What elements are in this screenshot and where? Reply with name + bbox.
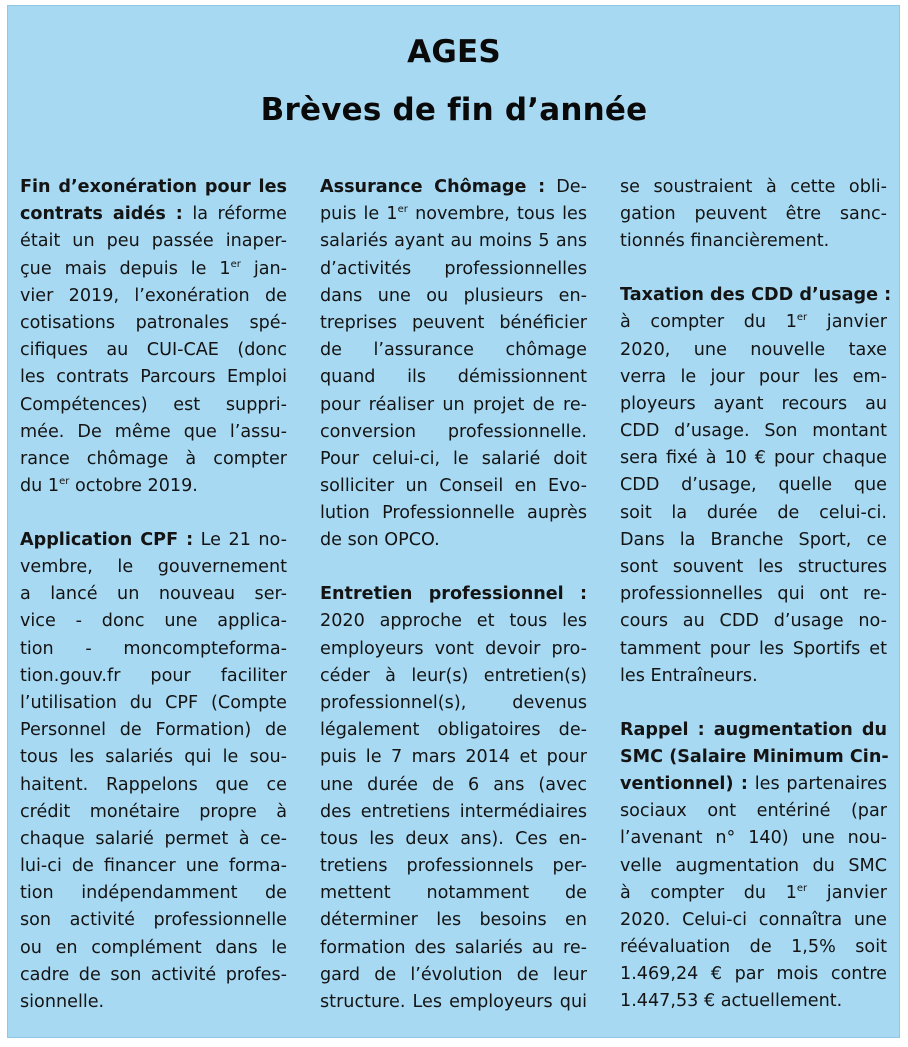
text-line	[620, 880, 887, 907]
item-text: céder à leur(s) entretien(s)	[320, 665, 587, 686]
text-line	[620, 744, 887, 771]
item-heading: Entretien professionnel :	[320, 584, 587, 605]
item-text: gation peuvent être sanc-	[620, 204, 887, 225]
text-line	[320, 256, 587, 283]
item-text: janvier	[807, 312, 887, 333]
item-text: du 1	[20, 476, 60, 497]
text-line	[620, 472, 887, 499]
page-title: AGES	[407, 34, 501, 70]
text-line	[320, 419, 587, 446]
text-line	[620, 717, 887, 744]
item-text: l’utilisation du CPF (Compte	[20, 692, 287, 713]
ordinal-superscript: er	[796, 882, 808, 894]
news-item	[620, 174, 887, 256]
text-line	[320, 907, 587, 934]
item-text: haitent. Rappelons que ce	[20, 774, 287, 795]
text-line	[320, 228, 587, 255]
text-line	[320, 962, 587, 989]
item-text: Personnel de Formation) de	[20, 720, 287, 741]
item-text: déterminer les besoins en	[320, 910, 587, 931]
item-text: les Entraîneurs.	[620, 665, 758, 686]
text-line	[320, 500, 587, 527]
item-text: a lancé un nouveau ser-	[20, 584, 287, 605]
item-text: gard de l’évolution de leur	[320, 964, 587, 985]
text-line	[20, 853, 287, 880]
item-text: 2020 approche et tous les	[320, 611, 587, 632]
text-line	[20, 392, 287, 419]
item-text: son activité professionnelle	[20, 910, 287, 931]
text-line	[320, 337, 587, 364]
text-line	[20, 608, 287, 635]
text-line	[20, 256, 287, 283]
item-text: réévaluation de 1,5% soit	[620, 937, 887, 958]
column-2	[320, 174, 587, 1043]
text-line	[620, 418, 887, 445]
text-line	[620, 907, 887, 934]
item-text: sont souvent les structures	[620, 557, 887, 578]
item-text: mée. De même que l’assu-	[20, 421, 287, 442]
item-text: employeurs vont devoir pro-	[320, 638, 587, 659]
item-text: vembre, le gouvernement	[20, 557, 287, 578]
item-text: une durée de 6 ans (avec	[320, 774, 587, 795]
item-text: tionnés financièrement.	[620, 231, 830, 252]
item-text: lui-ci de financer une forma-	[20, 856, 287, 877]
text-line	[320, 364, 587, 391]
text-line	[620, 309, 887, 336]
ordinal-superscript: er	[59, 476, 70, 488]
text-line	[20, 663, 287, 690]
item-text: cadre de son activité profes-	[20, 964, 287, 985]
text-line	[620, 500, 887, 527]
news-item	[620, 282, 892, 690]
ordinal-superscript: er	[796, 312, 808, 324]
item-text: crédit monétaire propre à	[20, 801, 287, 822]
text-line	[320, 201, 587, 228]
text-line	[320, 473, 587, 500]
text-line	[20, 228, 287, 255]
item-text: tion - moncompteforma-	[20, 638, 287, 659]
text-line	[620, 608, 887, 635]
text-line	[20, 907, 287, 934]
news-item	[20, 174, 287, 500]
text-line	[320, 717, 587, 744]
item-text: cotisations patronales spé-	[20, 312, 287, 333]
text-line	[620, 445, 887, 472]
item-text: l’avenant n° 140) une nou-	[620, 828, 887, 849]
item-text: sera fixé à 10 € pour chaque	[620, 448, 887, 469]
text-line	[320, 989, 587, 1016]
text-line	[620, 554, 887, 581]
text-line	[20, 364, 287, 391]
item-text: soit la durée de celui-ci.	[620, 502, 887, 523]
item-text: formation des salariés au re-	[320, 937, 587, 958]
text-line	[320, 283, 587, 310]
text-line	[620, 825, 887, 852]
text-line	[20, 880, 287, 907]
item-text: mettent notamment de	[320, 883, 587, 904]
item-text: 2020, une nouvelle taxe	[620, 339, 887, 360]
text-line	[320, 174, 587, 201]
text-line	[320, 392, 587, 419]
news-item	[20, 527, 287, 1016]
item-text: puis le 1	[320, 204, 398, 225]
text-line	[620, 391, 887, 418]
text-line	[620, 337, 887, 364]
item-text: octobre 2019.	[69, 476, 198, 497]
item-text: sionnelle.	[20, 992, 105, 1013]
item-text: CDD d’usage. Son montant	[620, 421, 887, 442]
text-line	[320, 527, 587, 554]
item-text: Pour celui-ci, le salarié doit	[320, 448, 587, 469]
text-line	[20, 989, 287, 1016]
item-text: vier 2019, l’exonération de	[20, 285, 287, 306]
item-text: salariés ayant au moins 5 ans	[320, 231, 587, 252]
text-line	[20, 527, 287, 554]
text-line	[320, 744, 587, 771]
text-line	[620, 934, 887, 961]
text-line	[20, 419, 287, 446]
text-line	[320, 853, 587, 880]
item-text: était un peu passée inaper-	[20, 231, 287, 252]
item-text: se soustraient à cette obli-	[620, 177, 887, 197]
ordinal-superscript: er	[397, 204, 408, 216]
text-line	[620, 174, 887, 201]
item-text: cours au CDD d’usage no-	[620, 611, 887, 632]
item-text: jan-	[240, 258, 288, 279]
item-heading: contrats aidés :	[20, 204, 183, 225]
news-item	[320, 174, 587, 555]
item-text: Compétences) est suppri-	[20, 394, 287, 415]
item-text: velle augmentation du SMC	[620, 855, 887, 876]
text-line	[20, 636, 287, 663]
text-line	[20, 473, 287, 500]
item-text: tous les salariés qui le sou-	[20, 747, 287, 768]
item-text: les partenaires	[747, 773, 887, 794]
item-text: tion indépendamment de	[20, 883, 287, 904]
text-line	[620, 364, 887, 391]
ordinal-superscript: er	[230, 258, 241, 270]
item-text: d’activités professionnelles	[320, 258, 587, 279]
text-line	[320, 690, 587, 717]
item-text: treprises peuvent bénéficier	[320, 312, 587, 333]
item-text: tretiens professionnels per-	[320, 856, 587, 877]
item-text: chaque salarié permet à ce-	[20, 828, 287, 849]
item-text: cifiques au CUI-CAE (donc	[20, 340, 287, 361]
text-line	[320, 772, 587, 799]
text-line	[620, 961, 887, 988]
text-line	[20, 283, 287, 310]
item-text: professionnel(s), devenus	[320, 692, 587, 713]
text-line	[20, 935, 287, 962]
text-line	[20, 201, 287, 228]
item-text: dans une ou plusieurs en-	[320, 285, 587, 306]
item-text: professionnelles qui ont re-	[620, 584, 887, 605]
text-line	[320, 581, 587, 608]
item-text: 1.469,24 € par mois contre	[620, 964, 887, 985]
item-text: 1.447,53 € actuellement.	[620, 991, 843, 1012]
item-text: puis le 7 mars 2014 et pour	[320, 747, 587, 768]
item-text: CDD d’usage, quelle que	[620, 475, 887, 496]
item-text: janvier	[807, 882, 887, 903]
item-text: ployeurs ayant recours au	[620, 393, 887, 414]
text-line	[320, 935, 587, 962]
item-heading: Rappel : augmentation du	[620, 719, 887, 740]
item-text: 2020. Celui-ci connaîtra une	[620, 909, 887, 930]
text-line	[620, 636, 887, 663]
text-line	[620, 663, 887, 690]
item-text: verra le jour pour les em-	[620, 366, 887, 387]
text-line	[620, 581, 887, 608]
text-line	[20, 962, 287, 989]
item-heading: ventionnel) :	[620, 773, 748, 794]
text-line	[320, 663, 587, 690]
text-line	[620, 201, 887, 228]
item-heading: Taxation des CDD d’usage :	[620, 285, 892, 306]
text-line	[20, 310, 287, 337]
text-line	[20, 744, 287, 771]
item-text: conversion professionnelle.	[320, 421, 587, 442]
item-text: ou en complément dans le	[20, 937, 287, 958]
item-text: lution Professionnelle auprès	[320, 503, 587, 524]
text-line	[20, 799, 287, 826]
news-item	[620, 717, 887, 1016]
item-text: tamment pour les Sportifs et	[620, 638, 887, 659]
text-line	[320, 880, 587, 907]
item-text: Le 21 no-	[193, 529, 287, 550]
item-heading: Application CPF :	[20, 529, 194, 550]
item-text: Dans la Branche Sport, ce	[620, 529, 887, 550]
text-line	[320, 636, 587, 663]
text-line	[20, 581, 287, 608]
text-line	[320, 608, 587, 635]
text-line	[20, 717, 287, 744]
item-text: les contrats Parcours Emploi	[20, 367, 287, 388]
text-line	[620, 527, 887, 554]
item-text: solliciter un Conseil en Evo-	[320, 476, 587, 497]
text-line	[620, 228, 887, 255]
item-text: structure. Les employeurs qui	[320, 992, 587, 1013]
column-1	[20, 174, 287, 1043]
item-text: quand ils démissionnent	[320, 367, 587, 388]
item-heading: SMC (Salaire Minimum Cin-	[620, 746, 889, 767]
item-text: çue mais depuis le 1	[20, 258, 231, 279]
item-text: tous les deux ans). Ces en-	[320, 828, 587, 849]
text-line	[20, 772, 287, 799]
item-text: De-	[545, 177, 587, 197]
item-text: pour réaliser un projet de re-	[320, 394, 587, 415]
text-line	[20, 690, 287, 717]
text-line	[620, 798, 887, 825]
text-line	[620, 771, 887, 798]
text-line	[320, 799, 587, 826]
text-line	[320, 310, 587, 337]
news-item	[320, 581, 587, 1016]
text-line	[320, 826, 587, 853]
item-text: vice - donc une applica-	[20, 611, 287, 632]
item-text: novembre, tous les	[407, 204, 588, 225]
text-line	[20, 554, 287, 581]
page-subtitle: Brèves de fin d’année	[260, 92, 648, 128]
item-text: de son OPCO.	[320, 530, 440, 551]
item-text: de l’assurance chômage	[320, 340, 587, 361]
item-heading: Assurance Chômage :	[320, 177, 546, 197]
item-text: à compter du 1	[620, 312, 797, 333]
text-line	[20, 174, 287, 201]
item-text: la réforme	[182, 204, 288, 225]
item-text: tion.gouv.fr pour faciliter	[20, 665, 287, 686]
item-heading: Fin d’exonération pour les	[20, 177, 287, 197]
item-text: sociaux ont entériné (par	[620, 801, 887, 822]
item-text: rance chômage à compter	[20, 448, 287, 469]
column-3	[620, 174, 892, 1042]
item-text: des entretiens intermédiaires	[320, 801, 587, 822]
text-line	[20, 337, 287, 364]
text-line	[620, 853, 887, 880]
item-text: à compter du 1	[620, 882, 797, 903]
text-line	[20, 826, 287, 853]
item-text: légalement obligatoires de-	[320, 720, 587, 741]
text-line	[620, 282, 892, 309]
text-line	[320, 446, 587, 473]
text-line	[20, 446, 287, 473]
text-line	[620, 988, 887, 1015]
